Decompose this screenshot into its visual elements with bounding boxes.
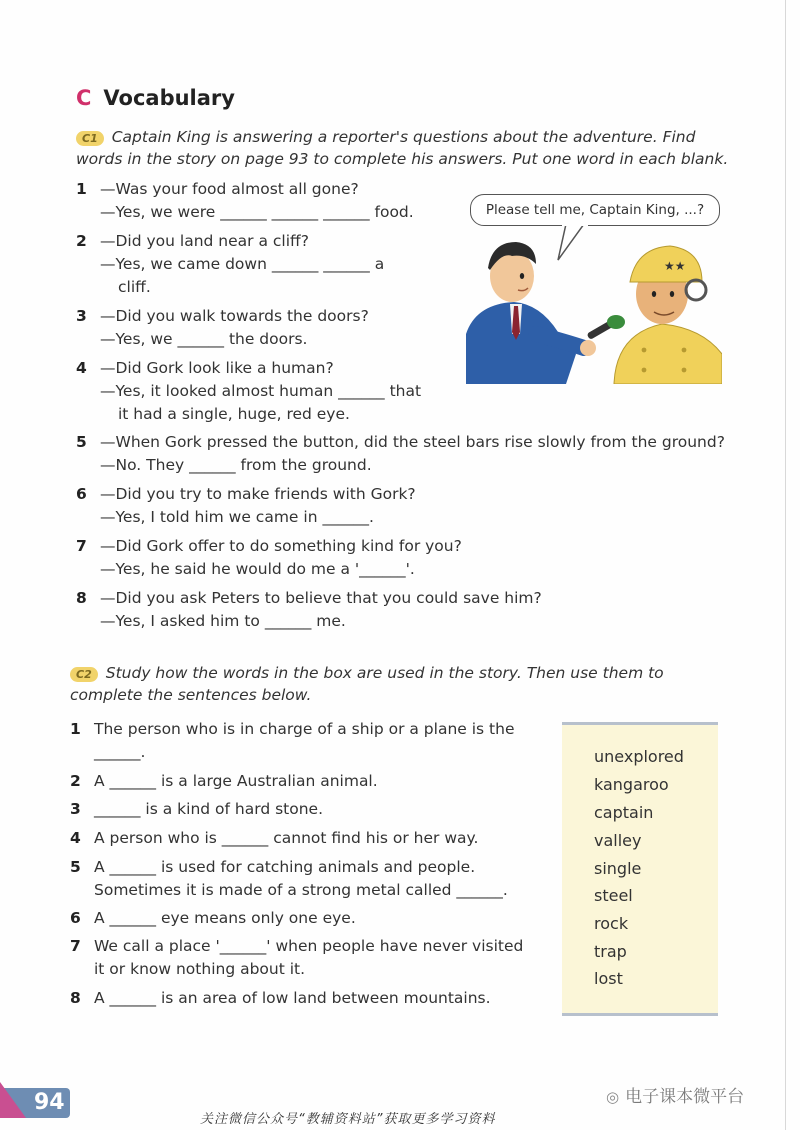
question: —Did you ask Peters to believe that you could save him?	[100, 589, 542, 607]
answer: —Yes, we ______ the doors.	[100, 330, 308, 348]
question: —Did you walk towards the doors?	[100, 307, 369, 325]
c1-item-2	[76, 230, 456, 299]
c1-badge: C1	[76, 131, 104, 146]
answer: —Yes, I told him we came in ______.	[100, 508, 374, 526]
answer: —Yes, we were ______ ______ ______ food.	[100, 203, 414, 221]
footer-note: 关注微信公众号“教辅资料站”获取更多学习资料	[200, 1112, 496, 1127]
item-number: 7	[76, 537, 87, 555]
item-number: 6	[76, 485, 87, 503]
word-box-item: rock	[594, 914, 629, 933]
sentence: We call a place '______' when people have never visited	[94, 937, 524, 955]
page-tab-accent	[0, 1082, 26, 1118]
item-number: 6	[70, 909, 81, 927]
c2-item-2	[70, 770, 540, 793]
sentence: The person who is in charge of a ship or a plane is the	[94, 720, 515, 738]
item-number: 7	[70, 937, 81, 955]
sentence: A ______ is an area of low land between mountains.	[94, 989, 491, 1007]
c1-item-4	[76, 357, 456, 426]
c2-item-8	[70, 987, 540, 1010]
section-heading	[76, 86, 235, 110]
sentence: A ______ is used for catching animals and people.	[94, 858, 476, 876]
word-box-item: captain	[594, 803, 654, 822]
answer: —Yes, we came down ______ ______ a	[100, 255, 385, 273]
c2-instruction	[70, 662, 730, 706]
c1-item-7	[76, 535, 736, 581]
question: —Did you land near a cliff?	[100, 232, 309, 250]
answer: —Yes, he said he would do me a '______'.	[100, 560, 415, 578]
section-title-text: Vocabulary	[103, 86, 235, 110]
word-box-item: single	[594, 859, 642, 878]
item-number: 1	[76, 180, 87, 198]
item-number: 2	[70, 772, 81, 790]
sentence-continued: it or know nothing about it.	[94, 960, 306, 978]
speech-bubble: Please tell me, Captain King, ...?	[470, 194, 720, 226]
question: —When Gork pressed the button, did the steel bars rise slowly from the ground?	[100, 433, 725, 451]
sentence: ______ is a kind of hard stone.	[94, 800, 324, 818]
item-number: 2	[76, 232, 87, 250]
question: —Was your food almost all gone?	[100, 180, 359, 198]
answer-continued: it had a single, huge, red eye.	[118, 405, 350, 423]
svg-text:★★: ★★	[664, 259, 686, 273]
word-box-item: valley	[594, 831, 642, 850]
c2-item-4	[70, 827, 540, 850]
item-number: 8	[70, 989, 81, 1007]
c1-instruction-text: Captain King is answering a reporter's questions about the adventure. Find words in the story on page 93 to complete his answers. Put one word in each blank.	[76, 128, 729, 168]
item-number: 4	[70, 829, 81, 847]
c2-instruction-text: Study how the words in the box are used in the story. Then use them to complete the sentences below.	[70, 664, 664, 704]
answer: —Yes, I asked him to ______ me.	[100, 612, 346, 630]
c1-instruction	[76, 126, 736, 170]
reporter-interview-illustration	[466, 224, 722, 384]
answer-continued: cliff.	[118, 278, 151, 296]
c1-item-5	[76, 431, 736, 477]
c2-item-6	[70, 907, 540, 930]
c2-item-3	[70, 798, 540, 821]
word-box-item: trap	[594, 942, 627, 961]
sentence-continued: ______.	[94, 743, 146, 761]
watermark-text: 电子课本微平台	[625, 1087, 745, 1107]
item-number: 1	[70, 720, 81, 738]
item-number: 5	[70, 858, 81, 876]
c1-item-8	[76, 587, 736, 633]
sentence-continued: Sometimes it is made of a strong metal called ______.	[94, 881, 508, 899]
question: —Did Gork offer to do something kind for you?	[100, 537, 462, 555]
c2-item-5	[70, 856, 540, 902]
c1-item-6	[76, 483, 736, 529]
sentence: A person who is ______ cannot find his or her way.	[94, 829, 479, 847]
item-number: 8	[76, 589, 87, 607]
section-letter: C	[76, 86, 92, 110]
c2-item-7	[70, 935, 540, 981]
wechat-icon: ◎	[606, 1088, 620, 1106]
c1-item-3	[76, 305, 456, 351]
c1-item-1	[76, 178, 456, 224]
word-box-item: kangaroo	[594, 775, 669, 794]
item-number: 4	[76, 359, 87, 377]
page-number: 94	[34, 1090, 65, 1115]
page-number-tab	[0, 1082, 80, 1118]
sentence: A ______ is a large Australian animal.	[94, 772, 378, 790]
word-box-item: lost	[594, 969, 623, 988]
c2-badge: C2	[70, 667, 98, 682]
page-edge-line	[785, 0, 786, 1130]
sentence: A ______ eye means only one eye.	[94, 909, 356, 927]
word-box-item: steel	[594, 886, 633, 905]
word-box-item: unexplored	[594, 747, 684, 766]
c2-item-1	[70, 718, 540, 764]
item-number: 3	[76, 307, 87, 325]
item-number: 3	[70, 800, 81, 818]
answer: —Yes, it looked almost human ______ that	[100, 382, 422, 400]
item-number: 5	[76, 433, 87, 451]
answer: —No. They ______ from the ground.	[100, 456, 372, 474]
question: —Did you try to make friends with Gork?	[100, 485, 416, 503]
question: —Did Gork look like a human?	[100, 359, 334, 377]
word-box	[562, 722, 718, 1016]
watermark	[606, 1082, 744, 1107]
